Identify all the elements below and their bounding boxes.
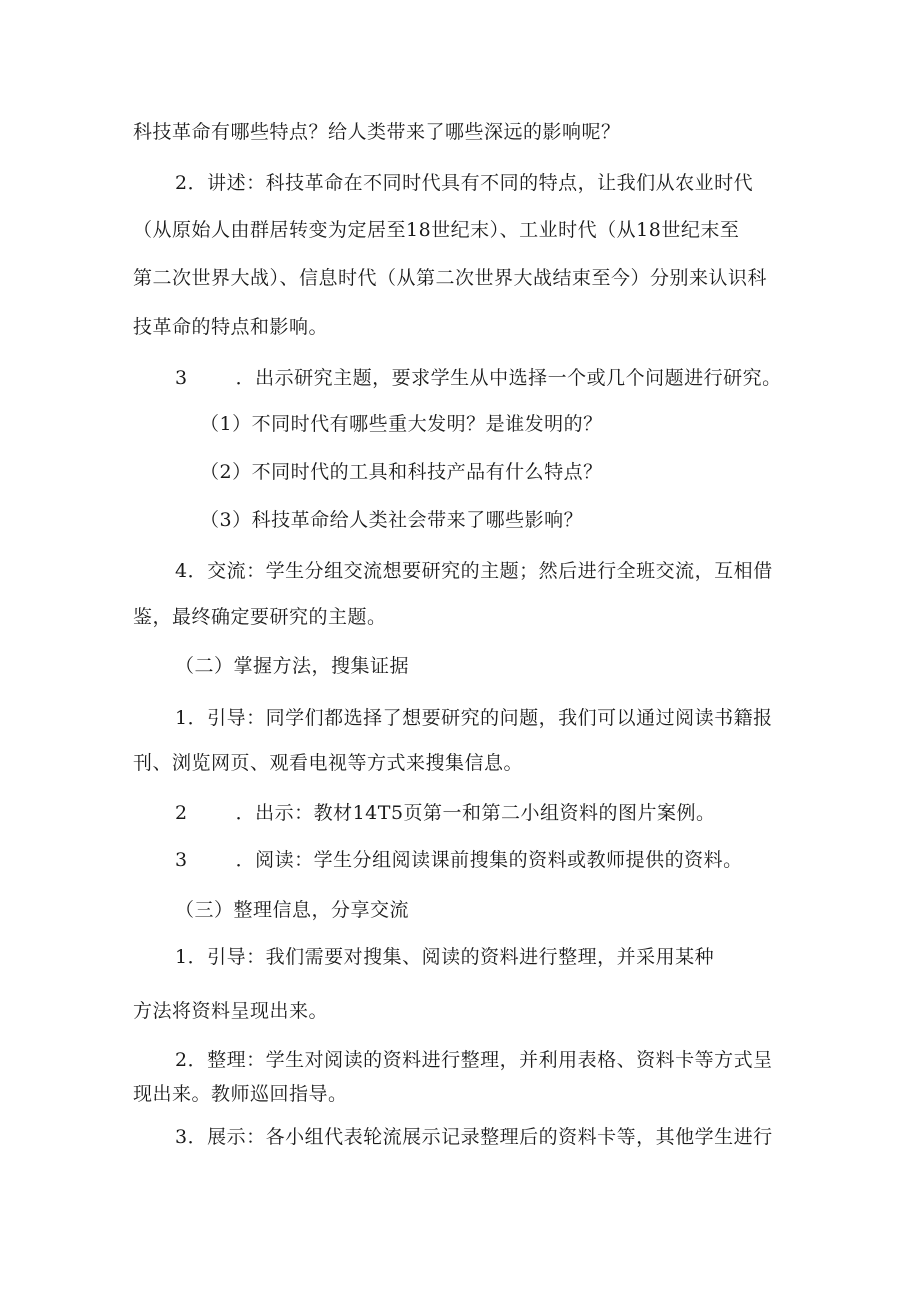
section-heading: （二）掌握方法，搜集证据 xyxy=(175,655,410,677)
text-line: 科技革命有哪些特点？给人类带来了哪些深远的影响呢？ xyxy=(133,121,621,143)
text-line: 1．引导：同学们都选择了想要研究的问题，我们可以通过阅读书籍报 xyxy=(175,707,773,729)
item-text: ．出示研究主题，要求学生从中选择一个或几个问题进行研究。 xyxy=(235,367,782,389)
text-line: 刊、浏览网页、观看电视等方式来搜集信息。 xyxy=(133,752,524,774)
question-item: （2）不同时代的工具和科技产品有什么特点？ xyxy=(200,461,603,483)
text-line: 现出来。教师巡回指导。 xyxy=(133,1083,348,1105)
text-line: 第二次世界大战）、信息时代（从第二次世界大战结束至今）分别来认识科 xyxy=(133,267,768,289)
item-number: 3 xyxy=(175,367,188,389)
text-line: 鉴，最终确定要研究的主题。 xyxy=(133,606,387,628)
question-item: （1）不同时代有哪些重大发明？是谁发明的？ xyxy=(200,413,603,435)
numbered-line xyxy=(175,366,782,390)
text-line: 1．引导：我们需要对搜集、阅读的资料进行整理，并采用某种 xyxy=(175,946,715,968)
item-text: ．出示：教材14T5页第一和第二小组资料的图片案例。 xyxy=(235,802,716,824)
text-line: 技革命的特点和影响。 xyxy=(133,316,329,338)
item-number: 2 xyxy=(175,802,188,824)
numbered-line xyxy=(175,801,716,825)
numbered-line xyxy=(175,848,743,872)
item-text: ．阅读：学生分组阅读课前搜集的资料或教师提供的资料。 xyxy=(235,849,743,871)
text-line: 2．讲述：科技革命在不同时代具有不同的特点，让我们从农业时代 xyxy=(175,172,754,194)
question-item: （3）科技革命给人类社会带来了哪些影响？ xyxy=(200,509,584,531)
item-number: 3 xyxy=(175,849,188,871)
section-heading: （三）整理信息，分享交流 xyxy=(175,899,410,921)
text-line: 4．交流：学生分组交流想要研究的主题；然后进行全班交流，互相借 xyxy=(175,560,773,582)
text-line: 3．展示：各小组代表轮流展示记录整理后的资料卡等，其他学生进行 xyxy=(175,1126,773,1148)
text-line: 2．整理：学生对阅读的资料进行整理，并利用表格、资料卡等方式呈 xyxy=(175,1049,773,1071)
text-line: 方法将资料呈现出来。 xyxy=(133,1000,329,1022)
text-line: （从原始人由群居转变为定居至18世纪末）、工业时代（从18世纪末至 xyxy=(133,219,740,241)
